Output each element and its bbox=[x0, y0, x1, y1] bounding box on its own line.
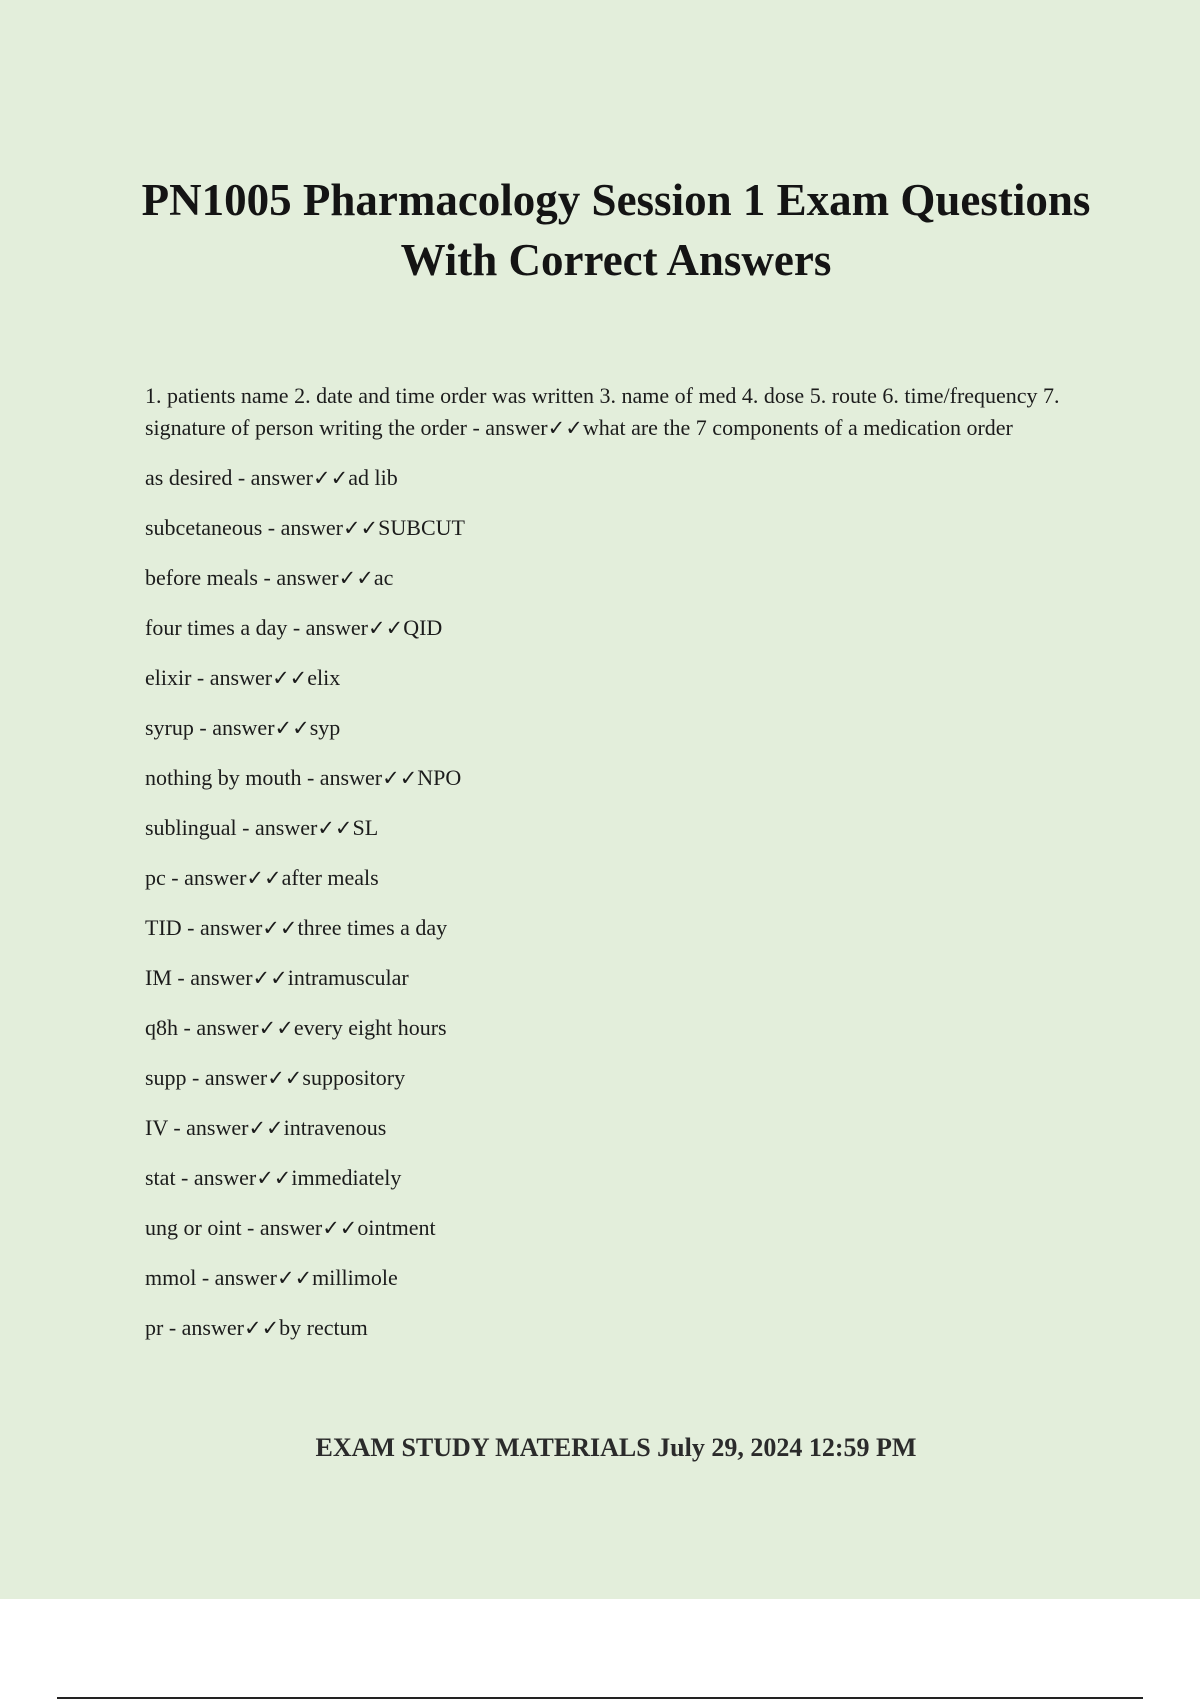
qa-question: pr - answer bbox=[145, 1315, 244, 1340]
qa-item bbox=[145, 712, 1075, 744]
double-check-icon: ✓✓ bbox=[267, 1066, 303, 1090]
qa-item bbox=[145, 812, 1075, 844]
qa-item bbox=[145, 962, 1075, 994]
qa-answer: by rectum bbox=[279, 1315, 368, 1340]
qa-question: ung or oint - answer bbox=[145, 1215, 323, 1240]
double-check-icon: ✓✓ bbox=[276, 1266, 313, 1290]
qa-answer: NPO bbox=[417, 765, 462, 790]
qa-item bbox=[145, 1312, 1075, 1344]
qa-question: q8h - answer bbox=[145, 1015, 259, 1040]
double-check-icon: ✓✓ bbox=[246, 866, 282, 890]
qa-answer: elix bbox=[307, 665, 341, 690]
qa-question: sublingual - answer bbox=[145, 815, 318, 840]
qa-answer: ac bbox=[373, 565, 394, 590]
double-check-icon: ✓✓ bbox=[243, 1316, 280, 1340]
qa-answer: ointment bbox=[357, 1215, 436, 1240]
double-check-icon: ✓✓ bbox=[258, 1016, 294, 1040]
qa-item bbox=[145, 462, 1075, 494]
qa-answer: immediately bbox=[291, 1165, 402, 1190]
double-check-icon: ✓✓ bbox=[274, 716, 310, 740]
qa-question: stat - answer bbox=[145, 1165, 257, 1190]
qa-answer: after meals bbox=[281, 865, 379, 890]
qa-answer: three times a day bbox=[297, 915, 448, 940]
qa-question: subcetaneous - answer bbox=[145, 515, 343, 540]
qa-question: IM - answer bbox=[145, 965, 253, 990]
double-check-icon: ✓✓ bbox=[322, 1216, 358, 1240]
qa-item bbox=[145, 612, 1075, 644]
qa-list bbox=[145, 380, 1075, 1362]
double-check-icon: ✓✓ bbox=[313, 466, 349, 490]
qa-answer: intravenous bbox=[283, 1115, 387, 1140]
double-check-icon: ✓✓ bbox=[382, 766, 418, 790]
study-materials-footer: EXAM STUDY MATERIALS July 29, 2024 12:59 PM bbox=[315, 1433, 917, 1462]
qa-item bbox=[145, 1012, 1075, 1044]
qa-answer: SUBCUT bbox=[378, 515, 465, 540]
qa-question: four times a day - answer bbox=[145, 615, 368, 640]
qa-item bbox=[145, 1162, 1075, 1194]
double-check-icon: ✓✓ bbox=[256, 1166, 292, 1190]
qa-answer: syp bbox=[309, 715, 341, 740]
qa-item bbox=[145, 762, 1075, 794]
qa-question: nothing by mouth - answer bbox=[145, 765, 383, 790]
document-title: PN1005 Pharmacology Session 1 Exam Questions With Correct Answers bbox=[141, 175, 1091, 285]
double-check-icon: ✓✓ bbox=[248, 1116, 284, 1140]
qa-answer: SL bbox=[352, 815, 379, 840]
qa-question: mmol - answer bbox=[145, 1265, 277, 1290]
qa-question: supp - answer bbox=[145, 1065, 268, 1090]
qa-answer: ad lib bbox=[348, 465, 398, 490]
qa-question: 1. patients name 2. date and time order was written 3. name of med 4. dose 5. route 6. time/frequency 7. signature of person writing the order - answer bbox=[145, 383, 1060, 440]
qa-question: elixir - answer bbox=[145, 665, 273, 690]
double-check-icon: ✓✓ bbox=[342, 516, 379, 540]
qa-item bbox=[145, 862, 1075, 894]
qa-item bbox=[145, 1062, 1075, 1094]
qa-answer: every eight hours bbox=[293, 1015, 447, 1040]
double-check-icon: ✓✓ bbox=[547, 416, 583, 440]
qa-item bbox=[145, 1262, 1075, 1294]
qa-question: before meals - answer bbox=[145, 565, 339, 590]
qa-answer: intramuscular bbox=[287, 965, 409, 990]
qa-question: as desired - answer bbox=[145, 465, 313, 490]
qa-answer: what are the 7 components of a medication order bbox=[582, 415, 1013, 440]
qa-item bbox=[145, 1212, 1075, 1244]
qa-item bbox=[145, 380, 1075, 444]
double-check-icon: ✓✓ bbox=[272, 666, 308, 690]
double-check-icon: ✓✓ bbox=[262, 916, 298, 940]
double-check-icon: ✓✓ bbox=[252, 966, 288, 990]
qa-answer: millimole bbox=[312, 1265, 398, 1290]
qa-question: TID - answer bbox=[145, 915, 263, 940]
page-divider bbox=[57, 1697, 1143, 1699]
qa-question: syrup - answer bbox=[145, 715, 275, 740]
double-check-icon: ✓✓ bbox=[367, 616, 404, 640]
double-check-icon: ✓✓ bbox=[338, 566, 374, 590]
qa-answer: suppository bbox=[302, 1065, 406, 1090]
qa-item bbox=[145, 662, 1075, 694]
qa-item bbox=[145, 512, 1075, 544]
double-check-icon: ✓✓ bbox=[317, 816, 353, 840]
qa-item bbox=[145, 1112, 1075, 1144]
qa-item bbox=[145, 912, 1075, 944]
qa-item bbox=[145, 562, 1075, 594]
qa-question: IV - answer bbox=[145, 1115, 249, 1140]
qa-question: pc - answer bbox=[145, 865, 247, 890]
qa-answer: QID bbox=[403, 615, 443, 640]
